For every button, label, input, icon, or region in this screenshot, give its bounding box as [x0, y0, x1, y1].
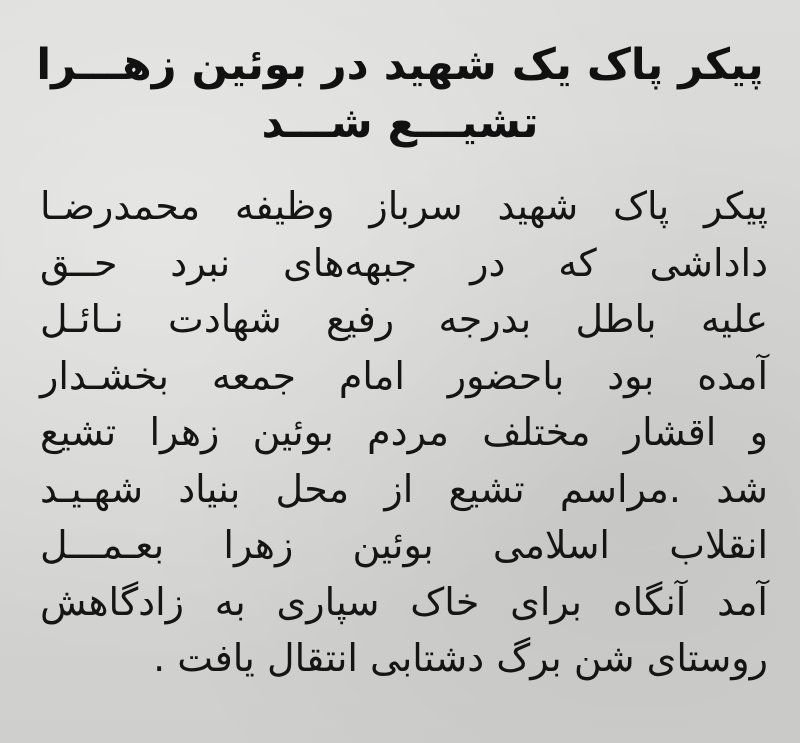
body-line: آمده بود باحضور امام جمعه بخشـدار [40, 353, 768, 398]
body-line: پیکر پاک شهید سرباز وظیفه محمدرضـا [40, 184, 768, 228]
headline-line-2: تشیـــع شـــد [261, 98, 539, 148]
body-line: علیه باطل بدرجه رفیع شهادت نـائـل [40, 297, 768, 341]
article-body [40, 178, 768, 687]
body-line: شد .مراسم تشیع از محل بنیاد شهـیـد [40, 466, 768, 511]
body-line: روستای شن برگ دشتابی انتقال یافت . [153, 636, 768, 680]
body-line: انقلاب اسلامی بوئین زهرا بعـمـــل [40, 523, 768, 567]
body-line: آمد آنگاه برای خاک سپاری به زادگاهش [40, 579, 768, 624]
body-line: داداشی که در جبهه‌های نبرد حــق [40, 240, 768, 285]
body-line: و اقشار مختلف مردم بوئین زهرا تشیع [40, 410, 768, 454]
headline-line-1: پیکر پاک یک شهید در بوئین زهـــرا [36, 40, 764, 90]
